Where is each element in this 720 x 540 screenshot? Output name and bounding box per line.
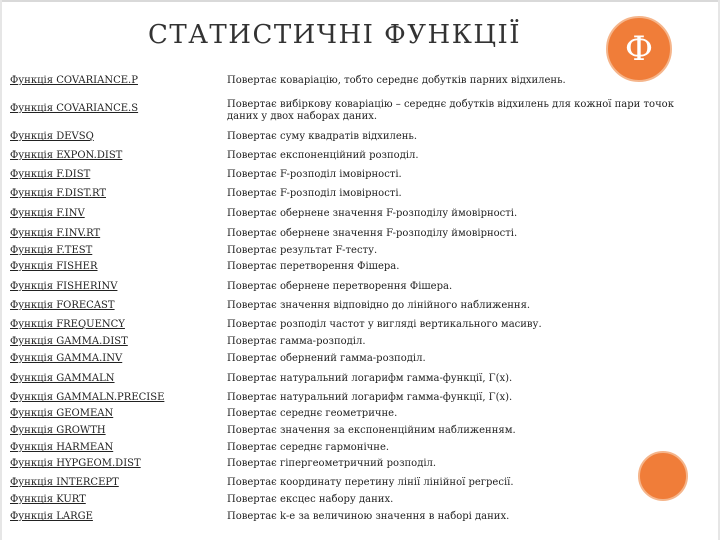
function-description: Повертає розподіл частот у вигляді вертикального масиву. (227, 319, 542, 330)
logo-circle (606, 16, 672, 82)
function-description: Повертає значення за експоненційним наближенням. (227, 425, 516, 436)
function-description: Повертає перетворення Фішера. (227, 261, 400, 272)
function-description: Повертає F-розподіл імовірності. (227, 169, 402, 180)
function-link[interactable]: Функція GROWTH (10, 425, 106, 436)
function-link[interactable]: Функція FISHER (10, 261, 98, 272)
function-description: Повертає суму квадратів відхилень. (227, 131, 418, 142)
function-link[interactable]: Функція LARGE (10, 511, 93, 522)
function-description: Повертає обернений гамма-розподіл. (227, 353, 426, 364)
function-link[interactable]: Функція GAMMA.INV (10, 353, 123, 364)
function-link[interactable]: Функція GAMMALN (10, 373, 115, 384)
function-description: Повертає середнє геометричне. (227, 408, 398, 419)
function-link[interactable]: Функція COVARIANCE.P (10, 75, 138, 86)
function-link[interactable]: Функція F.INV (10, 208, 85, 219)
function-description: Повертає обернене значення F-розподілу ймовірності. (227, 208, 518, 219)
function-link[interactable]: Функція HYPGEOM.DIST (10, 458, 141, 469)
function-description: Повертає F-розподіл імовірності. (227, 188, 402, 199)
function-link[interactable]: Функція GAMMALN.PRECISE (10, 392, 165, 403)
function-link[interactable]: Функція EXPON.DIST (10, 150, 123, 161)
function-description: Повертає k-е за величиною значення в наборі даних. (227, 511, 510, 522)
function-description: Повертає значення відповідно до лінійного наближення. (227, 300, 531, 311)
function-link[interactable]: Функція FORECAST (10, 300, 115, 311)
slide-left-border (0, 0, 2, 540)
function-link[interactable]: Функція HARMEAN (10, 442, 114, 453)
slide-top-border (0, 0, 720, 2)
function-description: Повертає експоненційний розподіл. (227, 150, 419, 161)
function-description: Повертає середнє гармонічне. (227, 442, 390, 453)
function-description: Повертає обернене значення F-розподілу ймовірності. (227, 228, 518, 239)
function-link[interactable]: Функція KURT (10, 494, 86, 505)
logo-letter: Ф (624, 29, 654, 69)
function-description: Повертає гамма-розподіл. (227, 336, 366, 347)
function-link[interactable]: Функція F.DIST (10, 169, 91, 180)
function-description: Повертає натуральний логарифм гамма-функції, Γ(x). (227, 373, 513, 384)
function-link[interactable]: Функція GEOMEAN (10, 408, 114, 419)
function-link[interactable]: Функція DEVSQ (10, 131, 94, 142)
page-title: СТАТИСТИЧНІ ФУНКЦІЇ (148, 20, 522, 50)
function-link[interactable]: Функція COVARIANCE.S (10, 103, 139, 114)
function-description: Повертає коваріацію, тобто середнє добутків парних відхилень. (227, 75, 566, 86)
function-link[interactable]: Функція F.INV.RT (10, 228, 101, 239)
function-link[interactable]: Функція FREQUENCY (10, 319, 125, 330)
function-description: Повертає натуральний логарифм гамма-функції, Γ(x). (227, 392, 513, 403)
function-description: Повертає координату перетину лінії лінійної регресії. (227, 477, 514, 488)
function-link[interactable]: Функція F.DIST.RT (10, 188, 106, 199)
function-description: Повертає результат F-тесту. (227, 245, 378, 256)
function-link[interactable]: Функція GAMMA.DIST (10, 336, 128, 347)
function-link[interactable]: Функція INTERCEPT (10, 477, 119, 488)
function-description: Повертає обернене перетворення Фішера. (227, 281, 453, 292)
function-link[interactable]: Функція FISHERINV (10, 281, 118, 292)
function-description: Повертає ексцес набору даних. (227, 494, 394, 505)
function-link[interactable]: Функція F.TEST (10, 245, 93, 256)
function-description: Повертає вибіркову коваріацію – середнє добутків відхилень для кожної пари точок даних у двох наборах даних. (227, 99, 674, 122)
function-description: Повертає гіпергеометричний розподіл. (227, 458, 437, 469)
